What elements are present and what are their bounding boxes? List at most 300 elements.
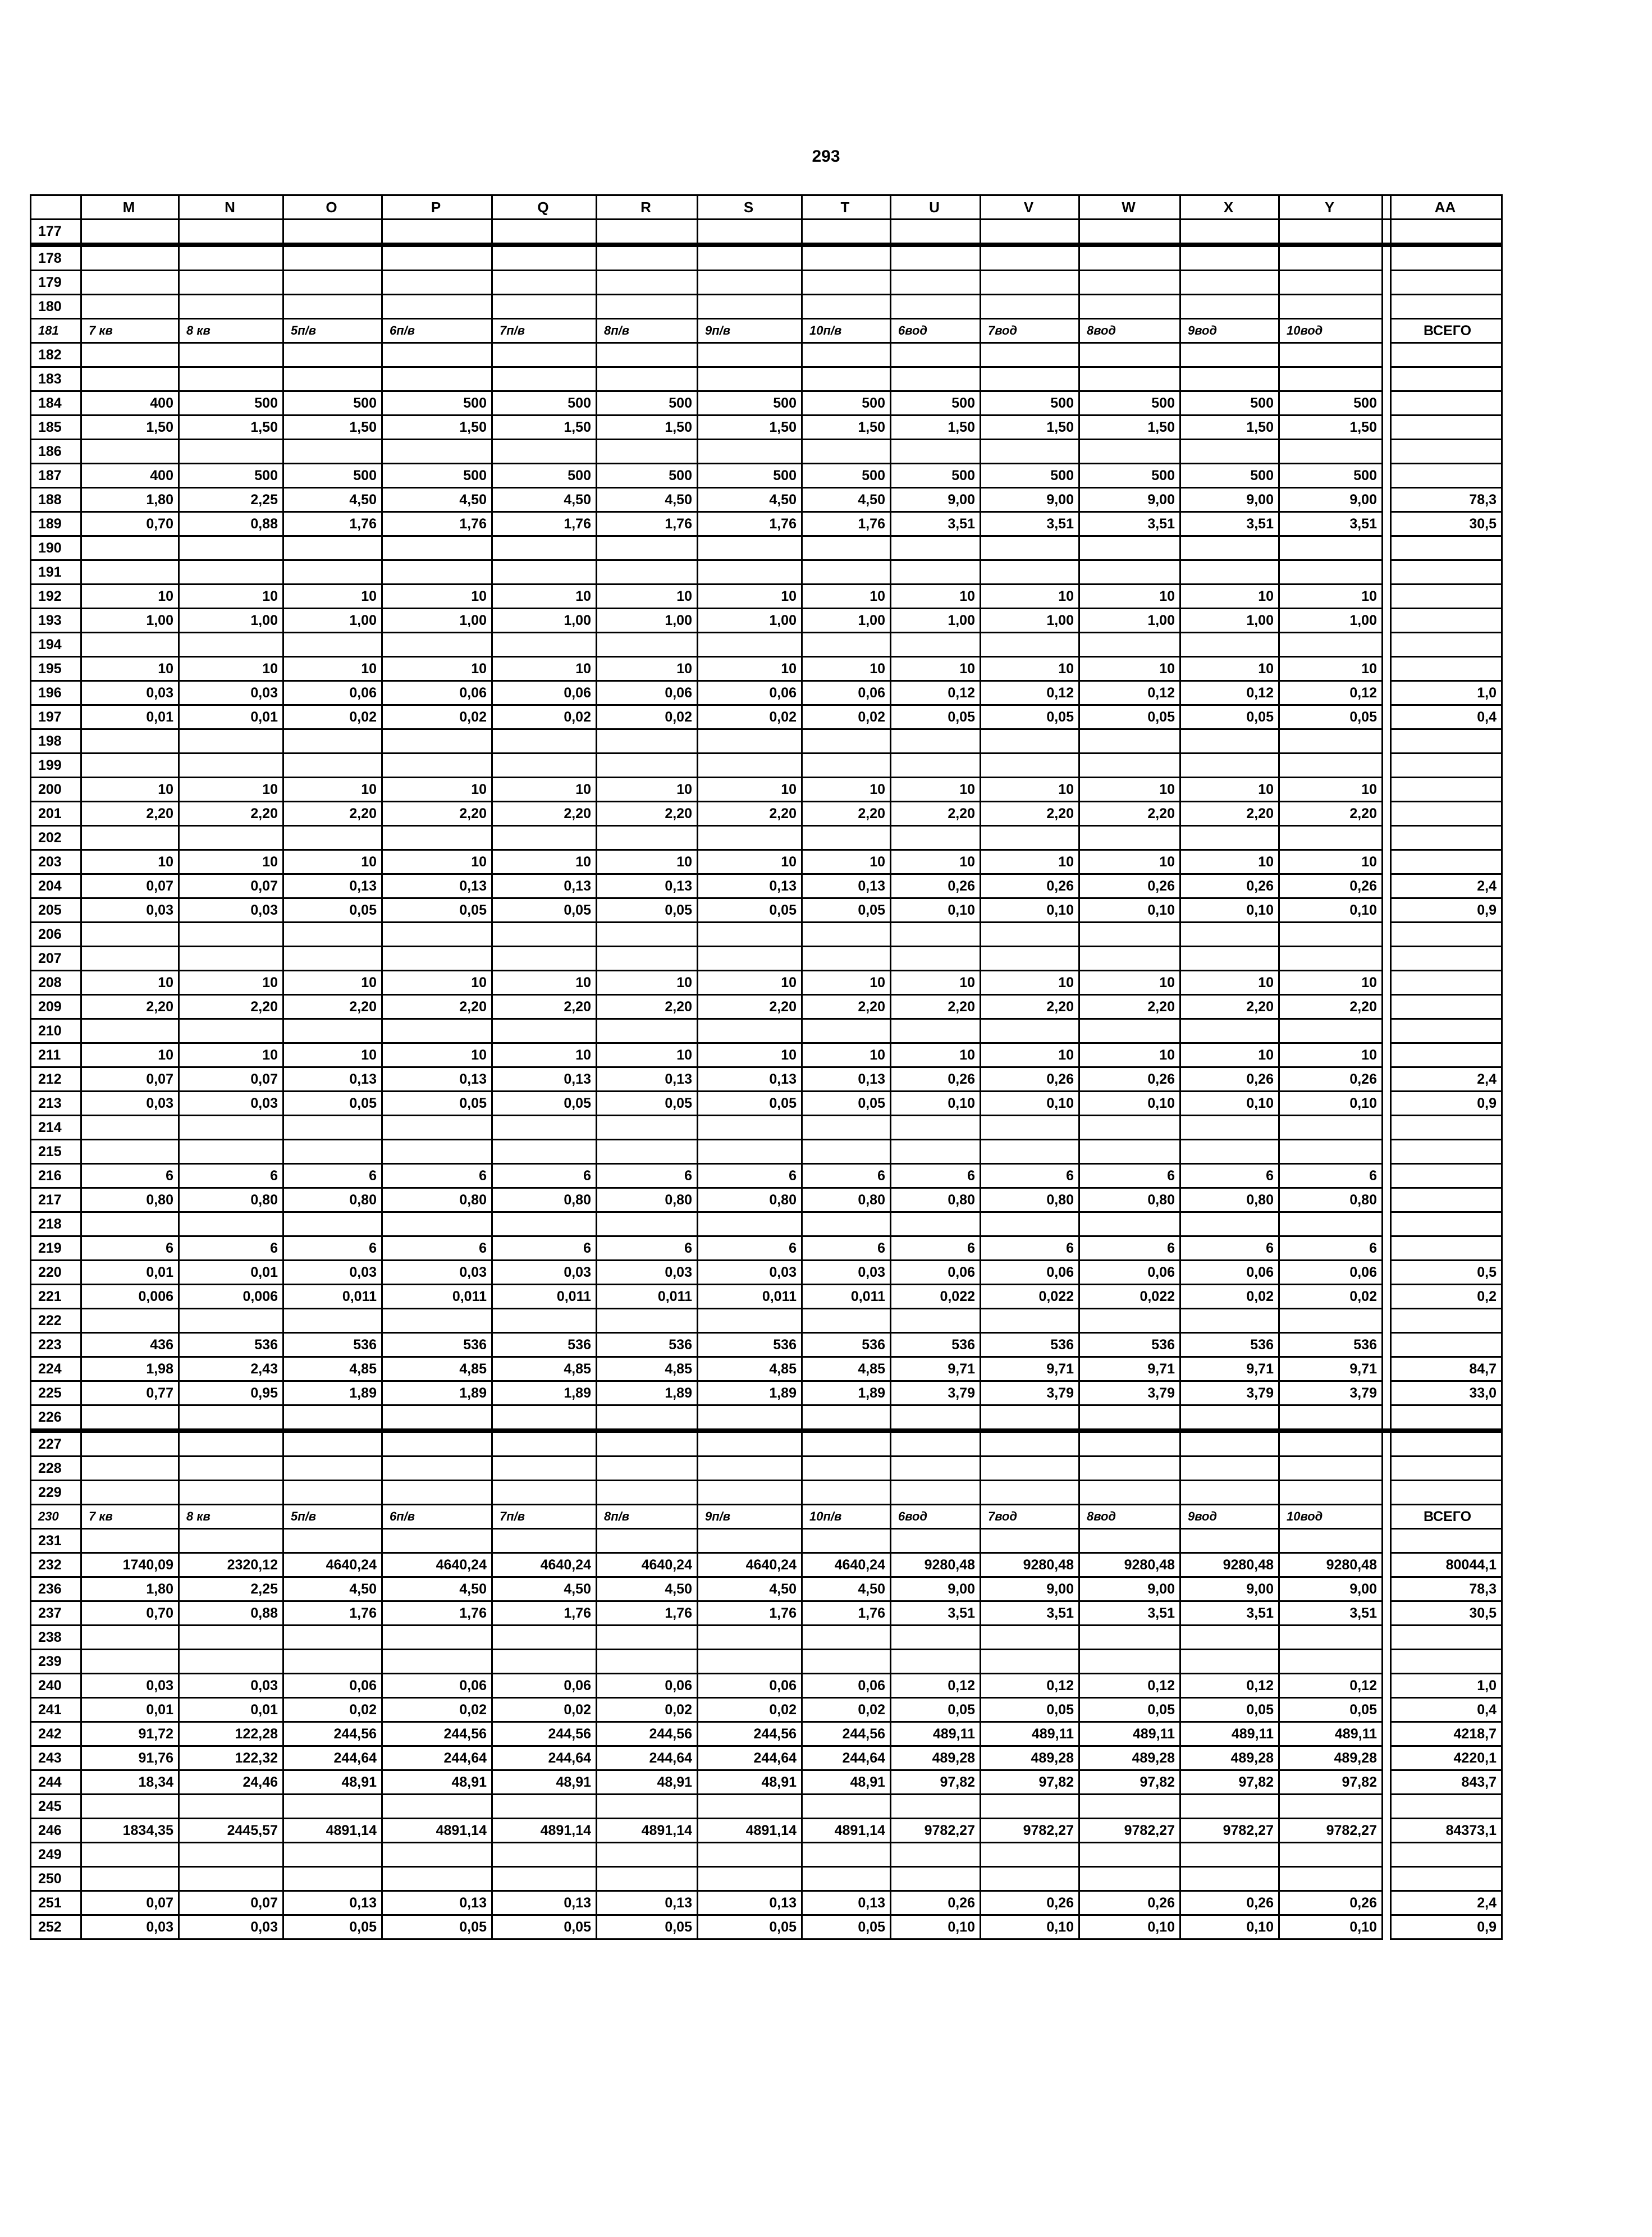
table-cell xyxy=(891,826,981,850)
table-row xyxy=(31,1333,1502,1357)
column-header: Q xyxy=(492,195,597,220)
hidden-column-gap xyxy=(1383,1309,1391,1333)
table-cell: 10 xyxy=(81,778,179,802)
table-cell xyxy=(1079,947,1180,971)
table-cell xyxy=(981,1019,1079,1043)
table-cell xyxy=(179,1650,283,1674)
table-cell xyxy=(1279,367,1383,391)
hidden-column-gap xyxy=(1383,1601,1391,1626)
table-cell xyxy=(179,536,283,560)
hidden-column-gap xyxy=(1383,1431,1391,1457)
table-cell: 0,03 xyxy=(81,681,179,705)
total-cell xyxy=(1391,1481,1502,1505)
table-cell xyxy=(802,560,891,585)
table-cell xyxy=(81,220,179,245)
table-cell xyxy=(283,1309,382,1333)
table-row xyxy=(31,1381,1502,1405)
hidden-column-gap xyxy=(1383,971,1391,995)
table-cell xyxy=(597,1212,698,1236)
table-cell: 0,80 xyxy=(1180,1188,1279,1212)
row-number: 231 xyxy=(31,1529,81,1553)
table-cell: 9782,27 xyxy=(1279,1819,1383,1843)
row-number: 177 xyxy=(31,220,81,245)
total-cell xyxy=(1391,440,1502,464)
table-cell xyxy=(382,367,492,391)
table-cell xyxy=(802,826,891,850)
table-cell: 10 xyxy=(891,778,981,802)
total-cell: 4220,1 xyxy=(1391,1746,1502,1770)
table-cell: 1,50 xyxy=(81,416,179,440)
table-cell: 6 xyxy=(1079,1164,1180,1188)
table-cell: 1,76 xyxy=(382,512,492,536)
table-cell xyxy=(597,1481,698,1505)
table-cell xyxy=(492,560,597,585)
table-cell: 4891,14 xyxy=(802,1819,891,1843)
column-header: AA xyxy=(1391,195,1502,220)
table-cell xyxy=(802,1019,891,1043)
table-cell: 0,88 xyxy=(179,1601,283,1626)
table-cell: 0,06 xyxy=(1279,1261,1383,1285)
table-cell xyxy=(597,923,698,947)
table-cell xyxy=(382,220,492,245)
hidden-column-gap xyxy=(1383,391,1391,416)
table-cell: 0,10 xyxy=(1279,1092,1383,1116)
row-number: 197 xyxy=(31,705,81,729)
row-number: 244 xyxy=(31,1770,81,1795)
table-cell xyxy=(81,729,179,754)
table-cell: 0,10 xyxy=(1180,898,1279,923)
table-cell xyxy=(981,729,1079,754)
table-cell: 2,20 xyxy=(698,802,802,826)
table-cell xyxy=(891,1867,981,1891)
table-cell: 6 xyxy=(382,1164,492,1188)
row-number: 209 xyxy=(31,995,81,1019)
table-cell xyxy=(179,754,283,778)
table-cell xyxy=(1279,560,1383,585)
total-cell: 30,5 xyxy=(1391,512,1502,536)
table-cell xyxy=(698,947,802,971)
total-cell: 0,4 xyxy=(1391,1698,1502,1722)
table-cell: 1834,35 xyxy=(81,1819,179,1843)
table-cell xyxy=(1079,343,1180,367)
table-cell: 7 кв xyxy=(81,319,179,343)
table-cell xyxy=(81,271,179,295)
table-cell xyxy=(1180,295,1279,319)
hidden-column-gap xyxy=(1383,440,1391,464)
table-row xyxy=(31,850,1502,874)
table-cell xyxy=(698,1140,802,1164)
table-cell xyxy=(81,1795,179,1819)
row-number: 223 xyxy=(31,1333,81,1357)
table-cell xyxy=(891,440,981,464)
table-cell: 536 xyxy=(179,1333,283,1357)
table-row xyxy=(31,633,1502,657)
hidden-column-gap xyxy=(1383,1457,1391,1481)
table-row xyxy=(31,1261,1502,1285)
table-cell: 0,05 xyxy=(981,1698,1079,1722)
row-number: 190 xyxy=(31,536,81,560)
table-cell xyxy=(179,1405,283,1431)
table-cell xyxy=(1079,1140,1180,1164)
table-cell: 536 xyxy=(492,1333,597,1357)
table-cell xyxy=(382,1140,492,1164)
table-cell xyxy=(81,1650,179,1674)
table-cell xyxy=(1079,271,1180,295)
table-row xyxy=(31,1674,1502,1698)
table-cell: 0,05 xyxy=(283,898,382,923)
table-cell: 3,51 xyxy=(1180,512,1279,536)
table-cell: 0,13 xyxy=(698,874,802,898)
table-cell xyxy=(179,295,283,319)
table-cell: 4,50 xyxy=(492,488,597,512)
table-row xyxy=(31,391,1502,416)
table-cell xyxy=(1180,1529,1279,1553)
table-cell: 244,56 xyxy=(382,1722,492,1746)
table-cell xyxy=(981,754,1079,778)
hidden-column-gap xyxy=(1383,1867,1391,1891)
total-cell xyxy=(1391,633,1502,657)
table-cell: 10 xyxy=(891,1043,981,1067)
table-cell xyxy=(981,1795,1079,1819)
column-header: X xyxy=(1180,195,1279,220)
table-cell: 0,03 xyxy=(81,1674,179,1698)
table-cell xyxy=(1079,1650,1180,1674)
table-cell: 0,26 xyxy=(981,874,1079,898)
hidden-column-gap xyxy=(1383,512,1391,536)
table-cell xyxy=(1279,947,1383,971)
total-cell xyxy=(1391,367,1502,391)
table-cell: 97,82 xyxy=(1079,1770,1180,1795)
table-cell: 9,71 xyxy=(1079,1357,1180,1381)
table-cell xyxy=(981,1405,1079,1431)
total-cell xyxy=(1391,391,1502,416)
table-cell xyxy=(492,1650,597,1674)
table-cell: 0,13 xyxy=(802,1067,891,1092)
table-cell xyxy=(1180,1140,1279,1164)
hidden-column-gap xyxy=(1383,1019,1391,1043)
row-number: 208 xyxy=(31,971,81,995)
table-cell: 6 xyxy=(283,1164,382,1188)
table-cell xyxy=(382,560,492,585)
column-header: Y xyxy=(1279,195,1383,220)
table-cell: 5п/в xyxy=(283,319,382,343)
table-cell: 0,10 xyxy=(1279,1915,1383,1939)
table-cell: 500 xyxy=(981,391,1079,416)
row-number: 202 xyxy=(31,826,81,850)
total-cell: 0,9 xyxy=(1391,898,1502,923)
table-cell xyxy=(597,1867,698,1891)
row-number: 179 xyxy=(31,271,81,295)
hidden-column-gap xyxy=(1383,1746,1391,1770)
table-cell xyxy=(698,1650,802,1674)
table-row xyxy=(31,923,1502,947)
table-cell: 2,20 xyxy=(698,995,802,1019)
table-cell: 0,05 xyxy=(382,1092,492,1116)
table-cell: 10 xyxy=(981,585,1079,609)
table-cell xyxy=(283,560,382,585)
table-cell: 9280,48 xyxy=(1279,1553,1383,1577)
table-cell xyxy=(597,1140,698,1164)
table-cell xyxy=(698,1212,802,1236)
hidden-column-gap xyxy=(1383,681,1391,705)
table-cell xyxy=(981,245,1079,271)
table-cell: 0,80 xyxy=(382,1188,492,1212)
table-cell: 0,07 xyxy=(179,874,283,898)
table-cell: 0,12 xyxy=(1279,1674,1383,1698)
table-cell: 0,26 xyxy=(981,1067,1079,1092)
table-cell: 10вод xyxy=(1279,319,1383,343)
hidden-column-gap xyxy=(1383,1674,1391,1698)
table-cell: 4,50 xyxy=(698,1577,802,1601)
table-cell: 2,20 xyxy=(1180,802,1279,826)
table-cell: 0,05 xyxy=(597,898,698,923)
table-cell: 1,00 xyxy=(1079,609,1180,633)
table-cell: 0,06 xyxy=(698,1674,802,1698)
table-row xyxy=(31,1067,1502,1092)
total-cell xyxy=(1391,778,1502,802)
row-number: 250 xyxy=(31,1867,81,1891)
table-cell: 0,07 xyxy=(179,1891,283,1915)
hidden-column-gap xyxy=(1383,923,1391,947)
table-cell: 0,10 xyxy=(891,1915,981,1939)
table-cell: 0,01 xyxy=(179,1261,283,1285)
table-cell: 10 xyxy=(1279,971,1383,995)
table-cell: 0,80 xyxy=(698,1188,802,1212)
table-cell xyxy=(1279,1867,1383,1891)
table-row xyxy=(31,1891,1502,1915)
table-cell: 0,10 xyxy=(1079,1915,1180,1939)
table-cell: 10 xyxy=(1180,1043,1279,1067)
table-cell xyxy=(981,1626,1079,1650)
table-cell: 10 xyxy=(81,1043,179,1067)
table-cell xyxy=(492,1405,597,1431)
table-cell: 6 xyxy=(492,1164,597,1188)
table-cell: 0,70 xyxy=(81,1601,179,1626)
table-cell: 5п/в xyxy=(283,1505,382,1529)
table-cell: 244,56 xyxy=(802,1722,891,1746)
table-cell xyxy=(179,947,283,971)
table-cell xyxy=(891,754,981,778)
table-cell: 0,05 xyxy=(1079,1698,1180,1722)
table-cell: 1,89 xyxy=(802,1381,891,1405)
row-number: 185 xyxy=(31,416,81,440)
table-cell: 4,50 xyxy=(698,488,802,512)
table-cell xyxy=(802,295,891,319)
hidden-column-gap xyxy=(1383,295,1391,319)
table-cell xyxy=(283,633,382,657)
table-cell: 436 xyxy=(81,1333,179,1357)
table-cell: 9п/в xyxy=(698,1505,802,1529)
table-cell: 244,64 xyxy=(802,1746,891,1770)
table-cell xyxy=(698,343,802,367)
hidden-column-gap xyxy=(1383,1212,1391,1236)
table-cell: 10 xyxy=(382,657,492,681)
table-cell xyxy=(492,947,597,971)
table-cell: 500 xyxy=(283,391,382,416)
table-row xyxy=(31,1722,1502,1746)
total-label: ВСЕГО xyxy=(1391,319,1502,343)
total-cell xyxy=(1391,609,1502,633)
total-cell: 2,4 xyxy=(1391,1891,1502,1915)
row-number: 222 xyxy=(31,1309,81,1333)
total-cell xyxy=(1391,1843,1502,1867)
table-cell: 489,28 xyxy=(1279,1746,1383,1770)
table-cell: 4,50 xyxy=(597,488,698,512)
table-cell: 4640,24 xyxy=(382,1553,492,1577)
hidden-column-gap xyxy=(1383,778,1391,802)
table-cell xyxy=(492,1626,597,1650)
table-row xyxy=(31,705,1502,729)
table-cell xyxy=(981,560,1079,585)
table-cell: 500 xyxy=(981,464,1079,488)
table-cell: 0,06 xyxy=(981,1261,1079,1285)
table-cell: 97,82 xyxy=(1279,1770,1383,1795)
table-cell: 6 xyxy=(597,1164,698,1188)
table-cell xyxy=(81,826,179,850)
table-row xyxy=(31,1116,1502,1140)
total-cell xyxy=(1391,560,1502,585)
hidden-column-gap xyxy=(1383,898,1391,923)
table-cell xyxy=(492,245,597,271)
table-cell: 0,12 xyxy=(1079,681,1180,705)
table-cell xyxy=(1279,1650,1383,1674)
table-row xyxy=(31,512,1502,536)
table-cell xyxy=(283,343,382,367)
table-cell: 0,05 xyxy=(597,1915,698,1939)
table-cell: 1,76 xyxy=(597,512,698,536)
table-cell: 9782,27 xyxy=(981,1819,1079,1843)
table-cell: 1,89 xyxy=(382,1381,492,1405)
table-cell: 10 xyxy=(283,585,382,609)
table-cell: 0,26 xyxy=(1279,1891,1383,1915)
table-row xyxy=(31,609,1502,633)
table-cell: 0,06 xyxy=(283,1674,382,1698)
total-cell xyxy=(1391,271,1502,295)
table-cell xyxy=(283,729,382,754)
table-cell xyxy=(283,1116,382,1140)
table-cell: 9782,27 xyxy=(1180,1819,1279,1843)
table-cell: 0,05 xyxy=(802,1915,891,1939)
table-cell: 1,76 xyxy=(492,1601,597,1626)
table-cell xyxy=(283,947,382,971)
table-cell: 10 xyxy=(802,778,891,802)
row-number: 249 xyxy=(31,1843,81,1867)
total-cell xyxy=(1391,971,1502,995)
table-cell: 10 xyxy=(698,657,802,681)
table-cell xyxy=(891,1626,981,1650)
sheet-body xyxy=(31,220,1502,1939)
hidden-column-gap xyxy=(1383,826,1391,850)
table-cell xyxy=(981,947,1079,971)
table-cell xyxy=(698,1529,802,1553)
table-cell xyxy=(81,343,179,367)
table-cell: 9,00 xyxy=(1180,1577,1279,1601)
table-cell xyxy=(802,1405,891,1431)
table-cell: 0,05 xyxy=(698,1915,802,1939)
table-cell xyxy=(981,1212,1079,1236)
table-cell: 6 xyxy=(597,1236,698,1261)
table-row xyxy=(31,1092,1502,1116)
hidden-column-gap xyxy=(1383,1722,1391,1746)
table-cell xyxy=(283,367,382,391)
table-cell xyxy=(597,560,698,585)
table-cell: 1,76 xyxy=(382,1601,492,1626)
table-cell: 536 xyxy=(1079,1333,1180,1357)
table-cell: 97,82 xyxy=(1180,1770,1279,1795)
table-cell: 500 xyxy=(1279,391,1383,416)
table-cell xyxy=(802,1626,891,1650)
table-row xyxy=(31,343,1502,367)
table-cell: 0,26 xyxy=(1279,1067,1383,1092)
table-cell xyxy=(179,1867,283,1891)
table-cell xyxy=(1279,440,1383,464)
table-cell xyxy=(981,536,1079,560)
table-cell: 10 xyxy=(179,850,283,874)
table-cell xyxy=(492,295,597,319)
table-cell: 0,01 xyxy=(81,705,179,729)
table-cell: 10 xyxy=(981,657,1079,681)
table-cell: 0,26 xyxy=(1079,874,1180,898)
table-cell: 0,03 xyxy=(81,898,179,923)
table-cell xyxy=(597,367,698,391)
table-cell: 536 xyxy=(698,1333,802,1357)
table-cell xyxy=(179,1843,283,1867)
table-cell: 10 xyxy=(1079,778,1180,802)
table-cell: 10 xyxy=(1079,585,1180,609)
table-cell: 0,022 xyxy=(1079,1285,1180,1309)
table-row xyxy=(31,488,1502,512)
table-cell: 1,00 xyxy=(981,609,1079,633)
table-cell: 0,80 xyxy=(802,1188,891,1212)
table-cell: 91,72 xyxy=(81,1722,179,1746)
table-row xyxy=(31,1626,1502,1650)
table-cell: 0,03 xyxy=(179,681,283,705)
corner-cell xyxy=(31,195,81,220)
table-cell: 1,89 xyxy=(698,1381,802,1405)
table-cell: 1,76 xyxy=(597,1601,698,1626)
table-cell: 10 xyxy=(179,971,283,995)
table-cell xyxy=(283,295,382,319)
total-cell: 80044,1 xyxy=(1391,1553,1502,1577)
table-cell xyxy=(179,729,283,754)
table-cell xyxy=(1279,1481,1383,1505)
table-cell: 10 xyxy=(179,585,283,609)
table-cell: 2,20 xyxy=(283,802,382,826)
total-label: ВСЕГО xyxy=(1391,1505,1502,1529)
table-cell xyxy=(1079,1019,1180,1043)
table-cell: 244,56 xyxy=(283,1722,382,1746)
table-cell: 0,01 xyxy=(81,1698,179,1722)
table-row xyxy=(31,1553,1502,1577)
table-cell: 0,06 xyxy=(698,681,802,705)
table-cell: 1,50 xyxy=(698,416,802,440)
table-cell xyxy=(179,633,283,657)
table-cell xyxy=(698,245,802,271)
table-cell: 0,05 xyxy=(698,898,802,923)
table-cell: 3,51 xyxy=(1180,1601,1279,1626)
hidden-column-gap xyxy=(1383,633,1391,657)
total-cell xyxy=(1391,1431,1502,1457)
table-cell: 0,10 xyxy=(1079,1092,1180,1116)
hidden-column-gap xyxy=(1383,705,1391,729)
total-cell xyxy=(1391,850,1502,874)
table-cell xyxy=(981,440,1079,464)
table-cell: 10 xyxy=(802,850,891,874)
table-cell: 0,03 xyxy=(382,1261,492,1285)
table-cell: 0,13 xyxy=(492,1891,597,1915)
table-cell: 500 xyxy=(891,391,981,416)
table-cell: 0,06 xyxy=(492,681,597,705)
